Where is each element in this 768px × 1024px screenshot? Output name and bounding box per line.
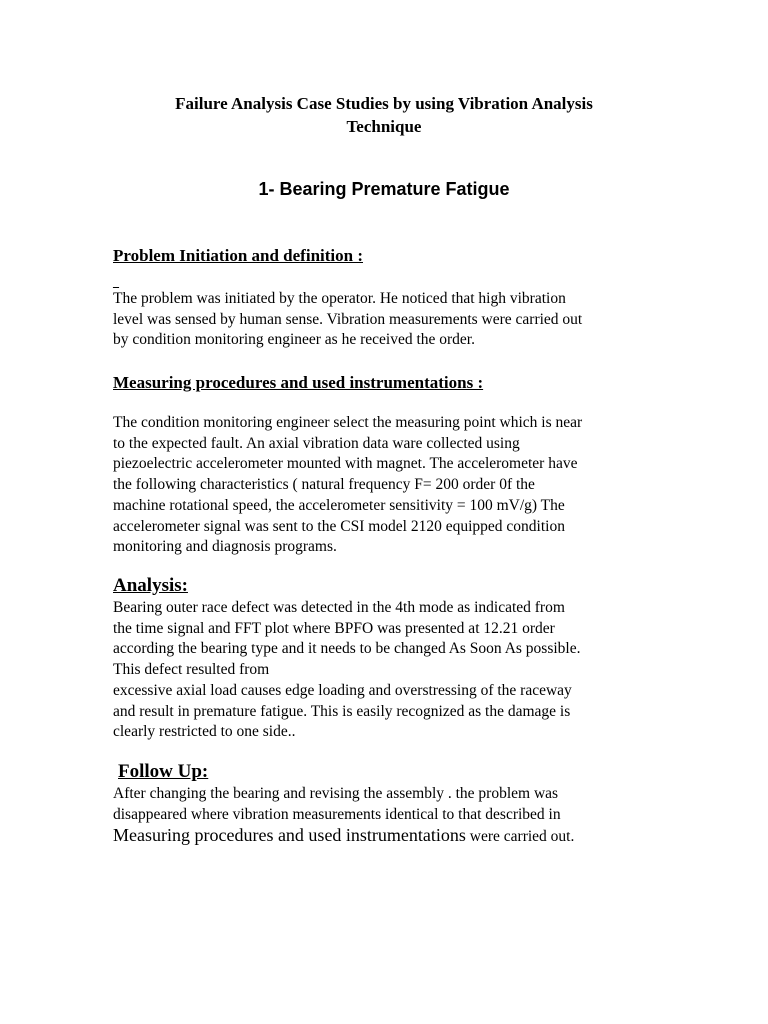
text-line: This defect resulted from xyxy=(113,661,270,679)
problem-heading: Problem Initiation and definition : xyxy=(113,246,363,265)
follow-up-heading: Follow Up: xyxy=(118,761,209,782)
text-line: Bearing outer race defect was detected in the 4th mode as indicated from xyxy=(113,599,565,616)
text-line xyxy=(113,825,653,848)
text-line: piezoelectric accelerometer mounted with magnet. The accelerometer have xyxy=(113,455,578,473)
text-line: according the bearing type and it needs to be changed As Soon As possible. xyxy=(113,640,581,658)
text-line: the following characteristics ( natural frequency F= 200 order 0f the xyxy=(113,476,535,494)
measuring-heading: Measuring procedures and used instrumentations : xyxy=(113,373,484,392)
text-line: and result in premature fatigue. This is easily recognized as the damage is xyxy=(113,702,571,720)
case-subtitle: 1- Bearing Premature Fatigue xyxy=(258,179,510,199)
analysis-heading: Analysis: xyxy=(113,575,188,596)
measuring-paragraph xyxy=(113,413,653,558)
underline-mark: _ xyxy=(113,275,119,289)
text-line: machine rotational speed, the accelerometer sensitivity = 100 mV/g) The xyxy=(113,496,565,514)
text-run: were carried out. xyxy=(465,828,575,846)
analysis-paragraph xyxy=(113,598,653,743)
title-line: Technique xyxy=(346,117,422,136)
problem-paragraph xyxy=(113,289,653,351)
text-line: After changing the bearing and revising the assembly . the problem was xyxy=(113,785,559,802)
text-line: monitoring and diagnosis programs. xyxy=(113,538,337,556)
document-title xyxy=(100,92,668,138)
text-line: disappeared where vibration measurements identical to that described in xyxy=(113,805,561,823)
title-line: Failure Analysis Case Studies by using Vibration Analysis xyxy=(175,94,593,113)
text-line: level was sensed by human sense. Vibration measurements were carried out xyxy=(113,310,583,328)
text-line: The condition monitoring engineer select the measuring point which is near xyxy=(113,414,583,431)
text-line: The problem was initiated by the operator. He noticed that high vibration xyxy=(113,290,566,307)
text-line: excessive axial load causes edge loading and overstressing of the raceway xyxy=(113,681,572,699)
section-reference: Measuring procedures and used instrumentations xyxy=(113,825,466,846)
text-line: to the expected fault. An axial vibration data ware collected using xyxy=(113,434,520,452)
text-line: by condition monitoring engineer as he received the order. xyxy=(113,331,475,349)
text-line: clearly restricted to one side.. xyxy=(113,723,296,741)
text-line: accelerometer signal was sent to the CSI model 2120 equipped condition xyxy=(113,517,565,535)
text-line: the time signal and FFT plot where BPFO was presented at 12.21 order xyxy=(113,619,555,637)
follow-up-paragraph xyxy=(113,784,653,848)
